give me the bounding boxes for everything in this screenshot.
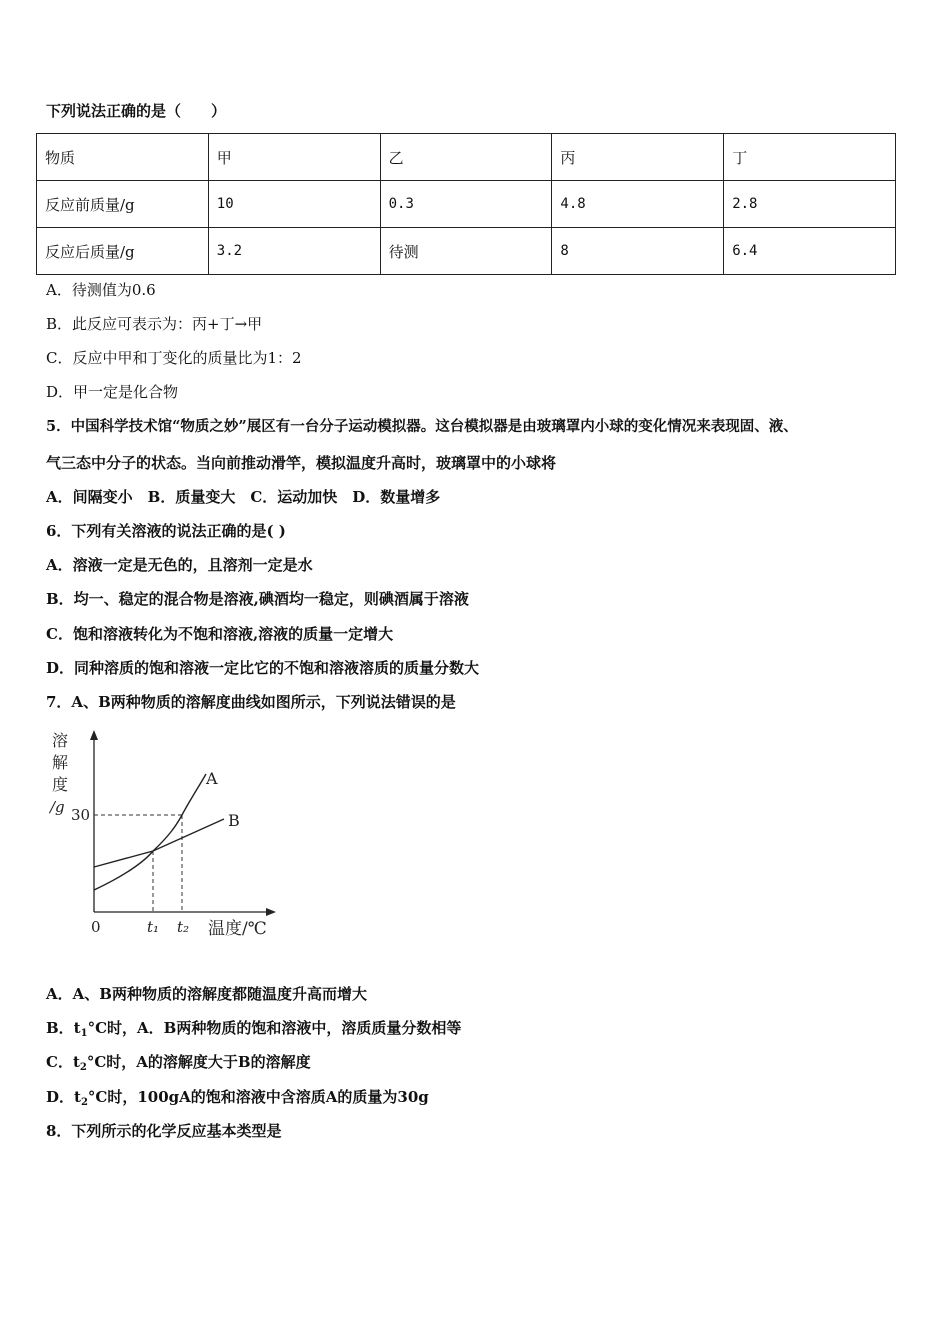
x-tick-t1: t₁	[147, 918, 160, 936]
q6-option-a: A．溶液一定是无色的，且溶剂一定是水	[46, 556, 313, 574]
curve-b	[94, 819, 224, 867]
y-axis-arrow	[90, 730, 98, 740]
y-tick-30: 30	[71, 806, 91, 824]
q5-options: A．间隔变小 B．质量变大 C．运动加快 D．数量增多	[46, 488, 441, 506]
table-cell: 丙	[552, 134, 724, 181]
subscript: 2	[80, 1097, 88, 1108]
subscript: 2	[79, 1062, 87, 1073]
q5-stem-line-2: 气三态中分子的状态。当向前推动滑竿，模拟温度升高时，玻璃罩中的小球将	[46, 454, 557, 472]
option-text: °C时，A．B两种物质的饱和溶液中，溶质质量分数相等	[87, 1019, 462, 1037]
x-tick-t2: t₂	[177, 918, 190, 936]
option-text: °C时，A的溶解度大于B的溶解度	[86, 1053, 311, 1071]
table-cell: 8	[552, 228, 724, 275]
table-header-row	[37, 134, 896, 181]
table-cell: 物质	[37, 134, 209, 181]
y-axis-label-char: 解	[52, 753, 69, 772]
q4-option-d: D．甲一定是化合物	[46, 383, 179, 401]
x-axis-label: 温度/℃	[208, 919, 267, 939]
table-cell: 丁	[724, 134, 896, 181]
table-cell: 乙	[380, 134, 552, 181]
option-prefix: D．t	[46, 1088, 81, 1106]
q4-option-b: B．此反应可表示为：丙+丁→甲	[46, 315, 263, 333]
origin-label: 0	[91, 918, 101, 936]
q8-stem: 8．下列所示的化学反应基本类型是	[46, 1122, 282, 1140]
y-axis-label-char: /g	[50, 798, 65, 816]
q5-stem-line-1: 5．中国科学技术馆“物质之妙”展区有一台分子运动模拟器。这台模拟器是由玻璃罩内小球的变化情况来表现固、液、	[46, 418, 798, 435]
q7-option-b	[46, 1018, 461, 1044]
table-cell: 3.2	[208, 228, 380, 275]
q7-stem: 7．A、B两种物质的溶解度曲线如图所示，下列说法错误的是	[46, 693, 456, 711]
y-axis-label-char: 溶	[52, 731, 69, 750]
table-cell: 甲	[208, 134, 380, 181]
curve-b-label: B	[228, 811, 240, 830]
solubility-curve-figure	[44, 726, 284, 942]
q4-option-a: A．待测值为0.6	[46, 281, 156, 299]
curve-a-label: A	[206, 769, 218, 788]
q7-option-d	[46, 1087, 429, 1113]
table-cell: 待测	[380, 228, 552, 275]
option-prefix: B．t	[46, 1019, 81, 1037]
y-axis-label-char: 度	[52, 775, 69, 794]
q4-table	[36, 133, 896, 275]
q4-option-c: C．反应中甲和丁变化的质量比为1：2	[46, 349, 302, 367]
table-cell: 反应后质量/g	[37, 228, 209, 275]
table-cell: 6.4	[724, 228, 896, 275]
option-text: °C时，100gA的饱和溶液中含溶质A的质量为30g	[87, 1088, 429, 1106]
table-cell: 2.8	[724, 181, 896, 228]
table-row	[37, 228, 896, 275]
table-cell: 4.8	[552, 181, 724, 228]
table-cell: 0.3	[380, 181, 552, 228]
option-prefix: C．t	[46, 1053, 80, 1071]
q7-option-a: A．A、B两种物质的溶解度都随温度升高而增大	[46, 985, 367, 1003]
curve-a	[94, 774, 206, 890]
table-cell: 10	[208, 181, 380, 228]
q7-option-c	[46, 1052, 311, 1078]
q6-option-b: B．均一、稳定的混合物是溶液,碘酒均一稳定，则碘酒属于溶液	[46, 590, 469, 608]
table-row	[37, 181, 896, 228]
subscript: 1	[80, 1028, 88, 1039]
x-axis-arrow	[266, 908, 276, 916]
q6-stem: 6．下列有关溶液的说法正确的是( )	[46, 522, 286, 540]
q6-option-c: C．饱和溶液转化为不饱和溶液,溶液的质量一定增大	[46, 625, 394, 643]
q4-stem: 下列说法正确的是（ ）	[46, 102, 227, 120]
q6-option-d: D．同种溶质的饱和溶液一定比它的不饱和溶液溶质的质量分数大	[46, 659, 480, 677]
table-cell: 反应前质量/g	[37, 181, 209, 228]
